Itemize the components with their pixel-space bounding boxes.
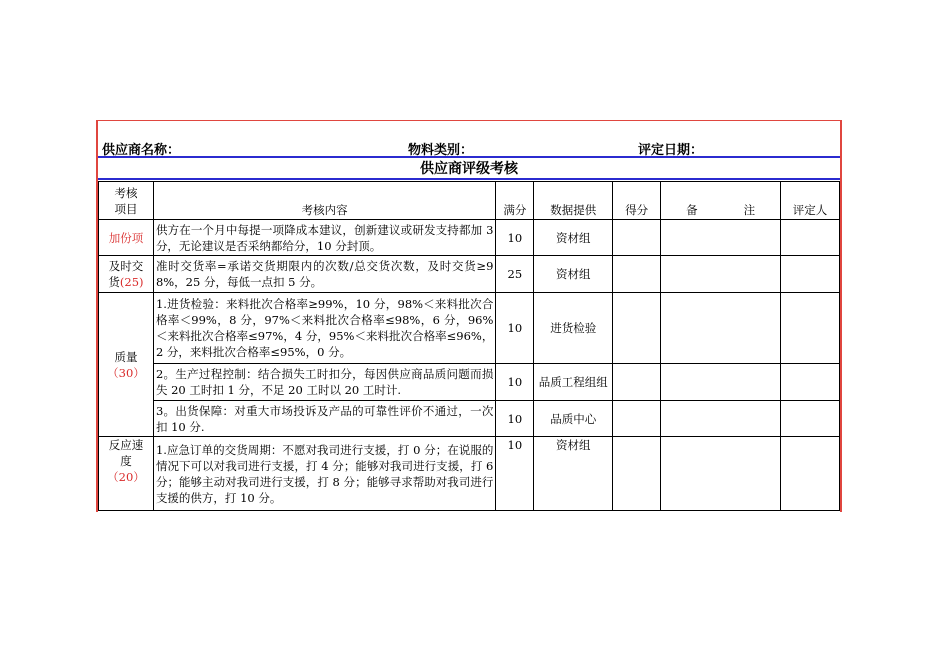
row-content: 准时交货率=承诺交货期限内的次数/总交货次数，及时交货≥98%，25 分，每低一点扣 5 分。 bbox=[153, 256, 495, 293]
sheet-title: 供应商评级考核 bbox=[420, 161, 518, 177]
score-cell[interactable] bbox=[613, 437, 661, 511]
table-row bbox=[99, 293, 840, 364]
header-data-provider: 数据提供 bbox=[534, 182, 613, 220]
row-item bbox=[99, 437, 154, 511]
score-cell[interactable] bbox=[613, 293, 661, 364]
title-divider bbox=[98, 178, 840, 180]
row-provider: 资材组 bbox=[534, 256, 613, 293]
row-item-score: （20） bbox=[107, 470, 145, 484]
row-provider: 资材组 bbox=[534, 220, 613, 256]
remark-cell[interactable] bbox=[661, 364, 781, 401]
row-content: 供方在一个月中每提一项降成本建议，创新建议或研发支持都加 3 分，无论建议是否采纳都给分，10 分封顶。 bbox=[153, 220, 495, 256]
row-item-score: （30） bbox=[107, 365, 145, 380]
row-item: 加份项 bbox=[99, 220, 154, 256]
table-row bbox=[99, 401, 840, 437]
header-item-line2: 项目 bbox=[114, 201, 138, 216]
row-item-score: (25) bbox=[119, 275, 144, 289]
assessor-cell[interactable] bbox=[781, 437, 840, 511]
evaluation-table bbox=[98, 181, 840, 511]
remark-cell[interactable] bbox=[661, 220, 781, 256]
table-row bbox=[99, 364, 840, 401]
header-remark-2: 注 bbox=[743, 203, 756, 217]
row-full-score: 10 bbox=[496, 437, 534, 511]
row-item-text: 货 bbox=[108, 275, 120, 289]
table-row bbox=[99, 256, 840, 293]
table-header-row bbox=[99, 182, 840, 220]
evaluation-sheet bbox=[96, 120, 842, 512]
assessor-cell[interactable] bbox=[781, 293, 840, 364]
assessor-cell[interactable] bbox=[781, 401, 840, 437]
score-cell[interactable] bbox=[613, 364, 661, 401]
row-full-score: 10 bbox=[496, 364, 534, 401]
assessor-cell[interactable] bbox=[781, 364, 840, 401]
row-full-score: 10 bbox=[496, 220, 534, 256]
header-remark bbox=[661, 182, 781, 220]
row-item-line1: 质量 bbox=[114, 349, 138, 364]
remark-cell[interactable] bbox=[661, 293, 781, 364]
table-row bbox=[99, 437, 840, 511]
header-assessor: 评定人 bbox=[781, 182, 840, 220]
row-item-line1: 反应速 bbox=[108, 438, 144, 452]
score-cell[interactable] bbox=[613, 401, 661, 437]
header-score: 得分 bbox=[613, 182, 661, 220]
row-provider: 进货检验 bbox=[534, 293, 613, 364]
row-item-line2 bbox=[101, 274, 151, 290]
row-provider: 品质工程组组 bbox=[534, 364, 613, 401]
row-item bbox=[99, 256, 154, 293]
remark-cell[interactable] bbox=[661, 401, 781, 437]
score-cell[interactable] bbox=[613, 220, 661, 256]
header-divider bbox=[98, 156, 840, 158]
row-content: 1.应急订单的交货周期：不愿对我司进行支援，打 0 分；在说服的情况下可以对我司进行支援，打 4 分；能够对我司进行支援，打 6 分；能够主动对我司进行支援，打 8 分；能够寻求帮助对我司进行支援的供方，打 10 分。 bbox=[153, 437, 495, 511]
header-item bbox=[99, 182, 154, 220]
evaluation-date-label: 评定日期： bbox=[638, 143, 704, 158]
score-cell[interactable] bbox=[613, 256, 661, 293]
row-provider: 资材组 bbox=[534, 437, 613, 511]
row-full-score: 25 bbox=[496, 256, 534, 293]
header-content: 考核内容 bbox=[153, 182, 495, 220]
row-provider: 品质中心 bbox=[534, 401, 613, 437]
header-full-score: 满分 bbox=[496, 182, 534, 220]
header-item-line1: 考核 bbox=[114, 185, 138, 200]
supplier-name-label: 供应商名称： bbox=[102, 143, 181, 158]
assessor-cell[interactable] bbox=[781, 256, 840, 293]
assessor-cell[interactable] bbox=[781, 220, 840, 256]
remark-cell[interactable] bbox=[661, 437, 781, 511]
row-content: 2。生产过程控制：结合损失工时扣分，每因供应商品质问题而损失 20 工时扣 1 分，不足 20 工时以 20 工时计. bbox=[153, 364, 495, 401]
row-item bbox=[99, 293, 154, 437]
header-remark-1: 备 bbox=[686, 203, 698, 217]
table-row bbox=[99, 220, 840, 256]
remark-cell[interactable] bbox=[661, 256, 781, 293]
row-item-line2: 度 bbox=[120, 454, 132, 468]
row-content: 1.进货检验：来料批次合格率≥99%，10 分，98%＜来料批次合格率＜99%，8 分，97%＜来料批次合格率≤98%，6 分，96%＜来料批次合格率≤97%，4 分，95%＜来料批次合格率≤96%，2 分，来料批次合格率≤95%，0 分。 bbox=[153, 293, 495, 364]
row-content: 3。出货保障：对重大市场投诉及产品的可靠性评价不通过，一次扣 10 分. bbox=[153, 401, 495, 437]
row-full-score: 10 bbox=[496, 293, 534, 364]
material-type-label: 物料类别： bbox=[408, 143, 474, 158]
row-item-line1: 及时交 bbox=[108, 259, 144, 273]
sheet-header bbox=[98, 137, 840, 157]
row-full-score: 10 bbox=[496, 401, 534, 437]
